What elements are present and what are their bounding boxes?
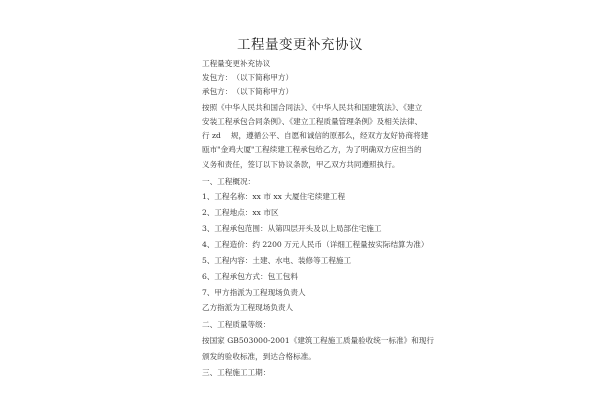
subtitle-line: 工程量变更补充协议 xyxy=(202,59,271,68)
section-heading: 三、工程施工工期： xyxy=(202,368,271,377)
employer-line: 发包方： （以下简称甲方） xyxy=(202,73,294,82)
list-item: 2、工程地点：xx 市区 xyxy=(202,208,279,217)
paragraph-line: 安装工程承包合同条例》、《建立工程质量管理条例》及相关法律、 xyxy=(202,117,423,126)
contractor-line: 承包方： （以下简称甲方） xyxy=(202,87,294,96)
document-title: 工程量变更补充协议 xyxy=(237,37,363,53)
paragraph-line: 颁发的验收标准，到达合格标准。 xyxy=(202,352,316,361)
paragraph-line: 瓯市"金鸡大厦"工程续建工程承包给乙方，为了明确双方应担当的 xyxy=(202,145,422,154)
list-item: 7、甲方指派为工程现场负责人 xyxy=(202,288,306,297)
paragraph-line: 按国家 GB503000-2001《建筑工程施工质量验收统一标准》和现行 xyxy=(202,336,434,345)
list-item: 5、工程内容：土建、水电、装修等工程施工 xyxy=(202,256,352,265)
paragraph-line: 按照《中华人民共和国合同法》、《中华人民共和国建筑法》、《建立 xyxy=(202,103,423,112)
list-item: 3、工程承包范围：从第四层开头及以上局部住宅施工 xyxy=(202,224,382,233)
list-item: 6、工程承包方式：包工包料 xyxy=(202,272,298,281)
section-heading: 一、工程概况： xyxy=(202,177,256,186)
paragraph-line: 行 zd 规，遵循公平、自愿和诚信的原那么，经双方友好协商将建 xyxy=(202,131,429,140)
list-item: 乙方指派为工程现场负责人 xyxy=(202,303,294,312)
section-heading: 二、工程质量等级： xyxy=(202,320,271,329)
paragraph-line: 义务和责任，签订以下协议条款，甲乙双方共同遵照执行。 xyxy=(202,160,400,169)
list-item: 4、工程造价：约 2200 万元人民币（详细工程量按实际结算为准） xyxy=(202,240,429,249)
list-item: 1、工程名称：xx 市 xx 大厦住宅续建工程 xyxy=(202,192,346,201)
